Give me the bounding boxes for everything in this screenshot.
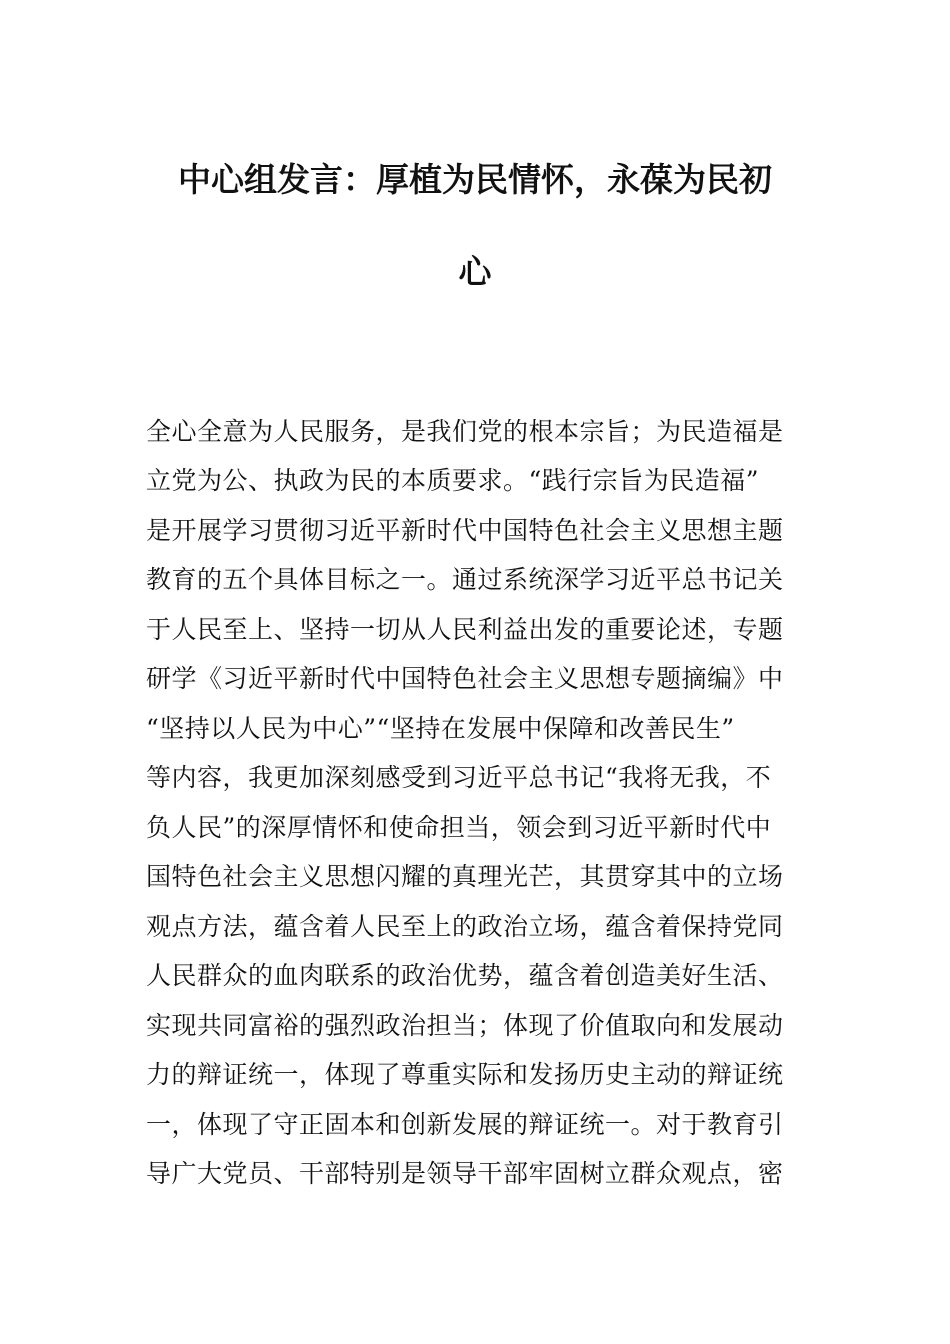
document-title-line-2: 心 xyxy=(458,252,492,291)
body-line: 一，体现了守正固本和创新发展的辩证统一。对于教育引 xyxy=(146,1110,784,1139)
body-line: 教育的五个具体目标之一。通过系统深学习近平总书记关 xyxy=(146,565,784,594)
body-line: 力的辩证统一，体现了尊重实际和发扬历史主动的辩证统 xyxy=(146,1060,784,1089)
body-line: 等内容，我更加深刻感受到习近平总书记“我将无我，不 xyxy=(146,763,772,792)
body-line: “坚持以人民为中心”“坚持在发展中保障和改善民生” xyxy=(146,714,735,743)
body-line: 研学《习近平新时代中国特色社会主义思想专题摘编》中 xyxy=(146,664,784,693)
body-line: 导广大党员、干部特别是领导干部牢固树立群众观点，密 xyxy=(146,1159,784,1188)
body-line: 立党为公、执政为民的本质要求。“践行宗旨为民造福” xyxy=(146,466,760,495)
body-line: 人民群众的血肉联系的政治优势，蕴含着创造美好生活、 xyxy=(146,961,784,990)
body-line: 观点方法，蕴含着人民至上的政治立场，蕴含着保持党同 xyxy=(146,912,784,941)
body-line: 负人民”的深厚情怀和使命担当，领会到习近平新时代中 xyxy=(146,813,772,842)
document-title-line-1: 中心组发言：厚植为民情怀，永葆为民初 xyxy=(178,160,772,199)
body-line: 实现共同富裕的强烈政治担当；体现了价值取向和发展动 xyxy=(146,1011,784,1040)
body-line: 全心全意为人民服务，是我们党的根本宗旨；为民造福是 xyxy=(146,417,784,446)
body-line: 于人民至上、坚持一切从人民利益出发的重要论述，专题 xyxy=(146,615,784,644)
body-line: 是开展学习贯彻习近平新时代中国特色社会主义思想主题 xyxy=(146,516,784,545)
body-line: 国特色社会主义思想闪耀的真理光芒，其贯穿其中的立场 xyxy=(146,862,784,891)
